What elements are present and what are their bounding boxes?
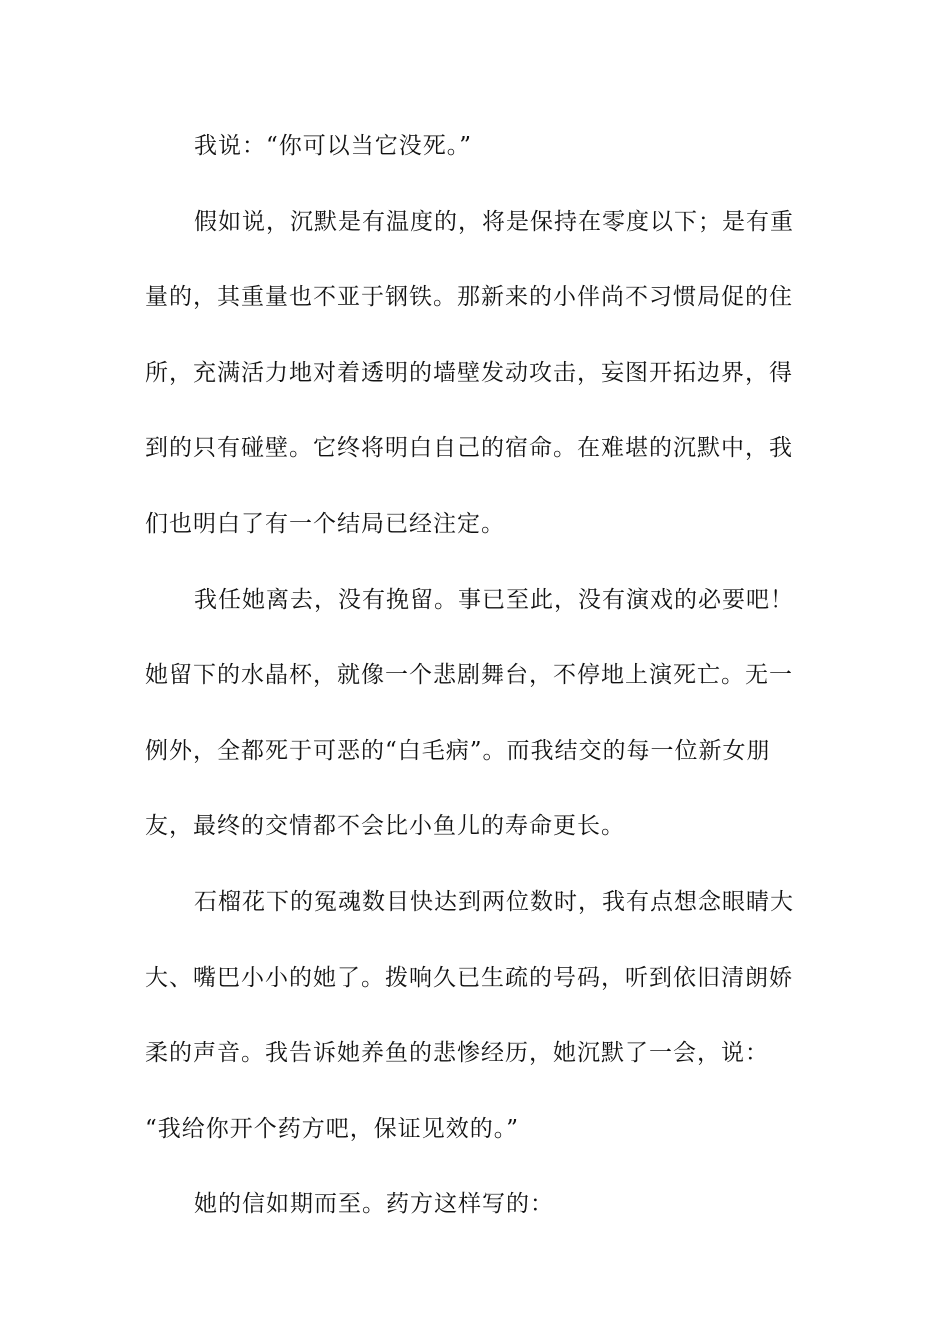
line-gap — [145, 1149, 795, 1187]
text-line: 她的信如期而至。药方这样写的： — [194, 1191, 554, 1218]
text-line: 柔的声音。我告诉她养鱼的悲惨经历，她沉默了一会，说： — [145, 1040, 769, 1067]
text-line: 大、嘴巴小小的她了。拨响久已生疏的号码，听到依旧清朗娇 — [145, 964, 793, 991]
line-gap — [145, 1073, 795, 1111]
line-gap — [145, 922, 795, 960]
line-gap — [145, 166, 795, 204]
line-gap — [145, 695, 795, 733]
line-gap — [145, 771, 795, 809]
text-line: 到的只有碰壁。它终将明白自己的宿命。在难堪的沉默中，我 — [145, 435, 793, 462]
text-line: 我任她离去，没有挽留。事已至此，没有演戏的必要吧！ — [194, 586, 794, 613]
line-gap — [145, 544, 795, 582]
line-gap — [145, 241, 795, 279]
line-gap — [145, 997, 795, 1035]
text-line: 我说：“你可以当它没死。” — [194, 133, 473, 159]
text-line: 例外，全都死于可恶的“白毛病”。而我结交的每一位新女朋 — [145, 737, 771, 764]
text-line: 量的，其重量也不亚于钢铁。那新来的小伴尚不习惯局促的住 — [145, 284, 793, 311]
text-line: 石榴花下的冤魂数目快达到两位数时，我有点想念眼睛大 — [194, 888, 794, 915]
line-gap — [145, 468, 795, 506]
line-gap — [145, 619, 795, 657]
line-gap — [145, 317, 795, 355]
text-line: 所，充满活力地对着透明的墙壁发动攻击，妄图开拓边界，得 — [145, 359, 793, 386]
text-line: 们也明白了有一个结局已经注定。 — [145, 510, 505, 537]
text-line: 友，最终的交情都不会比小鱼儿的寿命更长。 — [145, 813, 625, 840]
document-body — [145, 128, 795, 1224]
line-gap — [145, 846, 795, 884]
text-line: 她留下的水晶杯，就像一个悲剧舞台，不停地上演死亡。无一 — [145, 662, 793, 689]
line-gap — [145, 393, 795, 431]
text-line: 假如说，沉默是有温度的，将是保持在零度以下；是有重 — [194, 208, 794, 235]
text-line: “我给你开个药方吧，保证见效的。” — [145, 1115, 520, 1142]
